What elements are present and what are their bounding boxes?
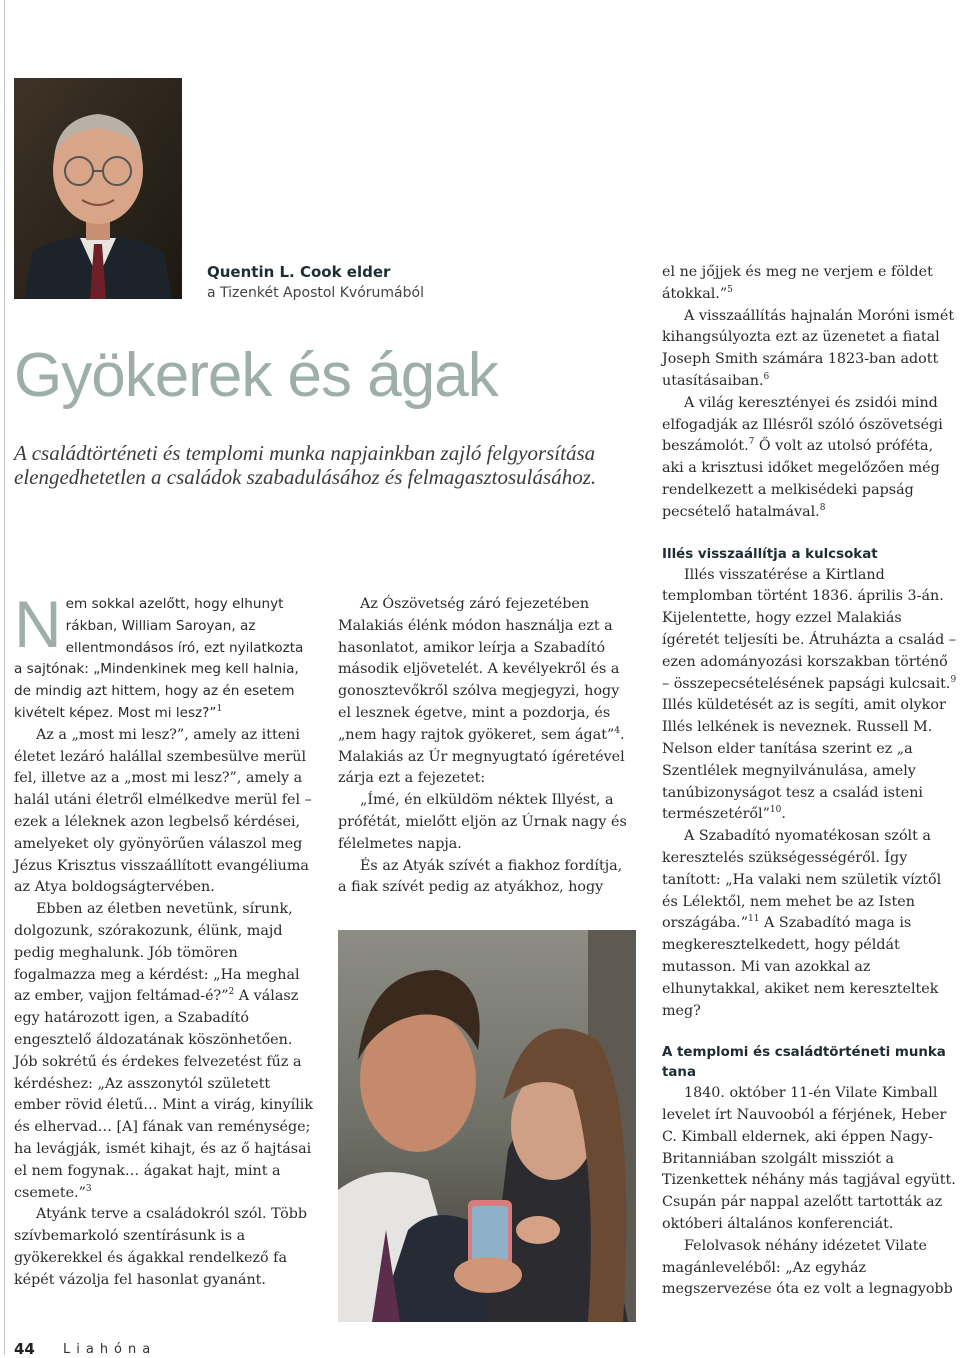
column-1 [14, 587, 314, 1292]
paragraph-text: Illés küldetését az is segíti, amit olykor Illés lelkének is neveznek. Russell M. Nelson elder tanítása szerint ez „a Szentlélek megnyilvánulása, amely tanúbizonyságot tesz a család isteni természetéről” [662, 697, 946, 823]
footnote-ref: 1 [216, 704, 223, 715]
paragraph: 1840. október 11-én Vilate Kimball levelet írt Nauvooból a férjének, Heber C. Kimball eldernek, aki éppen Nagy-Britanniában szolgált missziót a Tizenkettek néhány más tagjával együtt. Csupán pár nappal azelőtt tartották az októberi általános konferenciát. [662, 1085, 956, 1233]
paragraph: Az a „most mi lesz?”, amely az itteni életet lezáró halállal szembesülve merül fel, illetve az a „most mi lesz?”, amely a halál utáni életről elmélkedve merül fel – ezek a léleknek azon legbelső kérdései, amelyeket oly gyönyörűen válaszol meg Jézus Krisztus visszaállított evangéliuma az Atya boldogságtervében. [14, 726, 312, 896]
quote-paragraph: És az Atyák szívét a fiakhoz fordítja, a fiak szívét pedig az atyákhoz, hogy [338, 857, 623, 896]
footnote-ref: 4 [614, 726, 621, 737]
intro-text: em sokkal azelőtt, hogy elhunyt rákban, William Saroyan, az ellentmondásos író, ezt nyilatkozta a sajtónak: „Mindenkinek meg kell halnia, de mindig azt hittem, hogy az én esetem kivételt képez. Most mi lesz?” [14, 596, 304, 721]
footnote-ref: 6 [763, 372, 770, 383]
footnote-ref: 9 [950, 674, 957, 685]
magazine-name: Liahóna [63, 1342, 157, 1357]
column-2 [338, 594, 632, 899]
paragraph [662, 306, 958, 393]
paragraph-text: Ebben az életben nevetünk, sírunk, dolgozunk, szórakozunk, élünk, majd pedig meghalunk. Jób tömören fogalmazza meg a kérdést: „Ha meghal az ember, vajjon feltámad-é?” [14, 901, 300, 1005]
page-margin-line [4, 0, 5, 1355]
footnote-ref: 8 [819, 503, 826, 513]
paragraph-text: Illés visszatérése a Kirtland templomban történt 1836. április 3-án. Kijelentette, hogy ezzel Malakiás ígéretét teljesíti be. Átruházta a család – ezen adományozási korszakban történő – összepecsételésének papsági kulcsait. [662, 566, 956, 692]
paragraph-text: . [781, 806, 786, 823]
paragraph-text: A Szabadító maga is megkeresztelkedett, hogy példát mutasson. Mi van azokkal az elhunytakkal, akiket nem kereszteltek meg? [662, 915, 939, 1019]
footnote-ref: 3 [85, 1183, 92, 1194]
drop-cap: N [14, 587, 62, 661]
paragraph-text: A Szabadító nyomatékosan szólt a keresztelés szükségességéről. Így tanított: „Ha valaki nem születik víztől és Lélektől, nem mehet be az Isten országába.” [662, 828, 942, 932]
author-name: Quentin L. Cook elder [207, 263, 391, 281]
paragraph-text: Az Ószövetség záró fejezetében Malakiás élénk módon használja ezt a hasonlatot, amikor leírja a Szabadító második eljövetelét. A kevélyekről és a gonosztevőkről szólva megjegyzi, hogy el lesznek égetve, mint a pozdorja, és „nem hagy rajtok gyökeret, sem ágat” [338, 596, 620, 743]
section-heading: A templomi és családtörténeti munka tana [662, 1045, 946, 1081]
paragraph [662, 393, 958, 524]
article-subtitle: A családtörténeti és templomi munka napjainkban zajló felgyorsítása elengedhetetlen a családok szabadulásához és felmagasztosulásához. [14, 441, 597, 489]
paragraph-text: A visszaállítás hajnalán Moróni ismét kihangsúlyozta ezt az üzenetet a fiatal Joseph Smith számára 1823-ban adott utasításaiban. [662, 307, 955, 389]
page-number: 44 [14, 1340, 35, 1358]
paragraph [662, 565, 958, 827]
paragraph-text: A válasz egy határozott igen, a Szabadító engesztelő áldozatának köszönhetően. Jób sokrétű és érdekes felvezetést fűz a kérdéshez: „Az asszonytól született ember rövid életű… Mint a virág, kinyílik és elhervad… [A] fának van reménysége; ha levágják, ismét kihajt, és az ő hajtásai el nem fogynak… ágakat hajt, mint a csemete.” [14, 988, 314, 1201]
paragraph: Atyánk terve a családokról szól. Több szívbemarkoló szentírásunk is a gyökerekkel és ágakkal rendelkező fa képét vázolja fel hasonlat gyanánt. [14, 1206, 308, 1288]
paragraph [14, 899, 314, 1204]
paragraph-text: A világ keresztényei és zsidói mind elfogadják az Illésről szóló ószövetségi beszámolót. [662, 394, 943, 455]
quote-paragraph: „Ímé, én elküldöm néktek Illyést, a prófétát, mielőtt eljön az Úrnak nagy és félelmetes napja. [338, 792, 627, 852]
paragraph-text: . Malakiás az Úr megnyugtató ígéretével zárja ezt a fejezetet: [338, 726, 625, 787]
section-heading: Illés visszaállítja a kulcsokat [662, 546, 878, 562]
author-calling: a Tizenkét Apostol Kvórumából [207, 285, 424, 301]
paragraph [662, 262, 958, 306]
paragraph [338, 594, 632, 790]
paragraph: Felolvasok néhány idézetet Vilate magánleveléből: „Az egyház megszervezése óta ez volt a legnagyobb [662, 1237, 953, 1298]
paragraph-intro [14, 587, 314, 725]
column-3 [662, 262, 958, 1301]
author-portrait [14, 78, 182, 299]
paragraph-text: el ne jőjjek és meg ne verjem e földet átokkal.” [662, 264, 933, 302]
paragraph [662, 826, 958, 1022]
footnote-ref: 7 [748, 437, 755, 448]
footnote-ref: 11 [748, 914, 760, 925]
footnote-ref: 5 [727, 285, 733, 296]
footnote-ref: 2 [228, 987, 235, 998]
footnote-ref: 10 [769, 805, 782, 816]
couple-photo [338, 930, 636, 1322]
paragraph-text: Ő volt az utolsó próféta, aki a krisztusi időket megelőzően még rendelkezett a melkisédeki papság pecsételő hatalmával. [662, 438, 940, 520]
article-title: Gyökerek és ágak [14, 341, 498, 410]
